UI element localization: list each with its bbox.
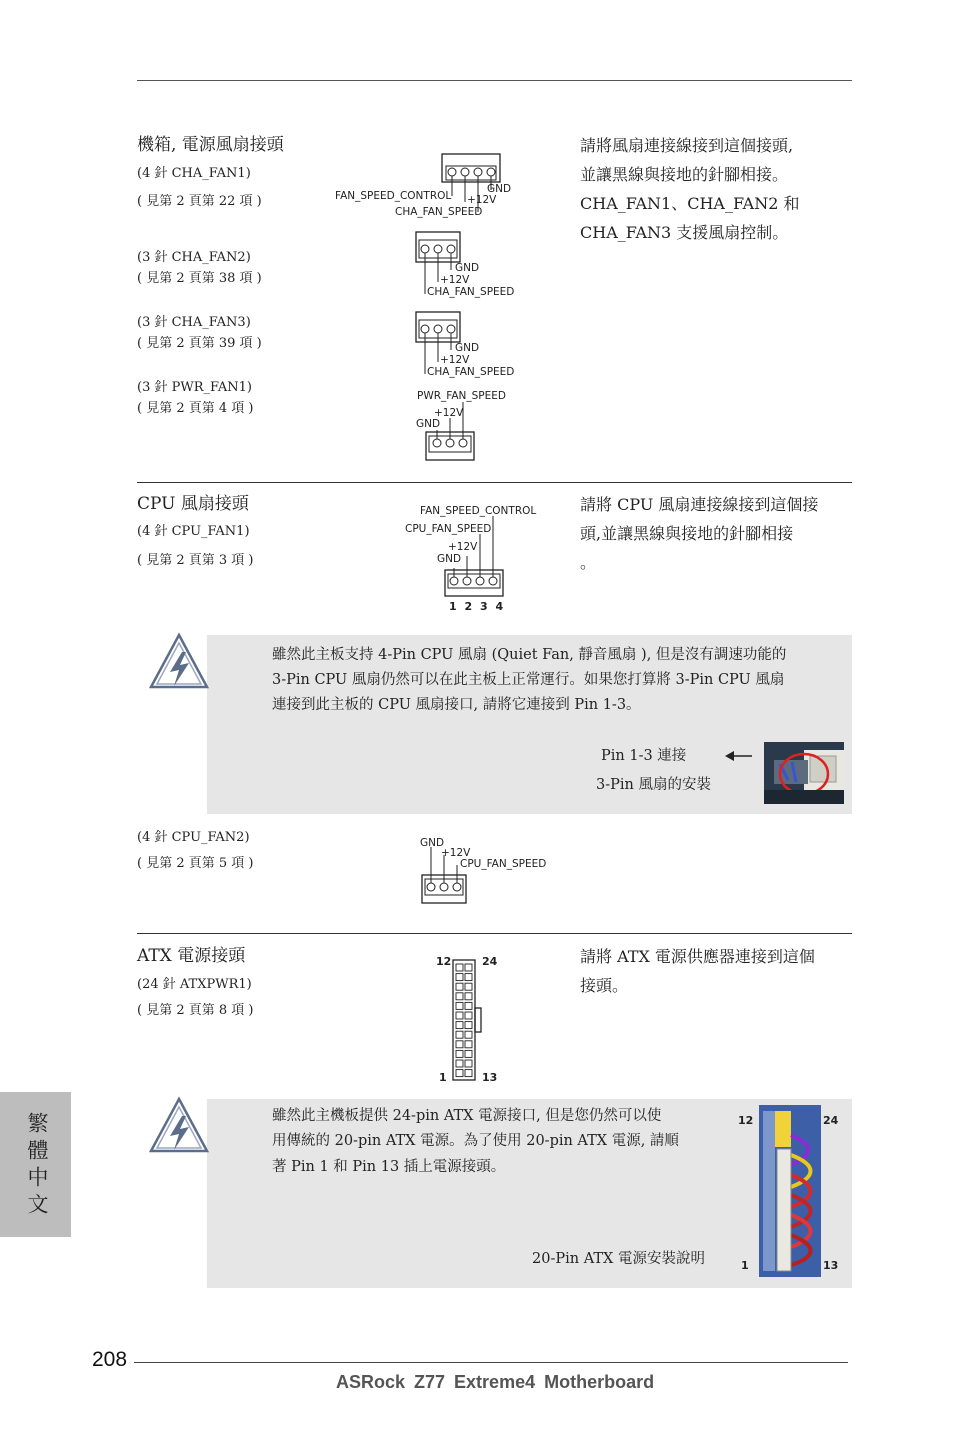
label-12v: +12V — [440, 274, 470, 286]
atx-pin-slot — [456, 983, 463, 990]
pwr-fan1-ref: ( 見第 2 頁第 4 項 ) — [137, 401, 254, 416]
atx-pin-slot — [465, 993, 472, 1000]
note2-line-1: 雖然此主機板提供 24-pin ATX 電源接口, 但是您仍然可以使 — [272, 1108, 662, 1124]
atx-pin-slot — [465, 1050, 472, 1057]
label-pwr-fan-speed: PWR_FAN_SPEED — [417, 390, 506, 402]
pwr-fan1-pins: (3 針 PWR_FAN1) — [137, 380, 253, 395]
atx-pin-24-label: 24 — [482, 955, 498, 968]
cha-desc-1: 請將風扇連接線接到這個接頭, — [580, 136, 794, 155]
label-fan-speed-control: FAN_SPEED_CONTROL — [335, 190, 452, 202]
cha-desc-3: CHA_FAN1、CHA_FAN2 和 — [580, 194, 800, 213]
note1-line-3: 連接到此主板的 CPU 風扇接口, 請將它連接到 Pin 1-3。 — [272, 697, 641, 713]
atx-pin-slot — [465, 964, 472, 971]
label-gnd: GND — [437, 553, 462, 565]
atx-pin-slot — [465, 983, 472, 990]
cha-fan1-ref: ( 見第 2 頁第 22 項 ) — [137, 194, 262, 209]
cpu-desc-1: 請將 CPU 風扇連接線接到這個接 — [580, 495, 819, 514]
atx-pin-slot — [456, 1022, 463, 1029]
cha-desc-2: 並讓黑線與接地的針腳相接。 — [580, 165, 789, 184]
label-cha-fan-speed: CHA_FAN_SPEED — [395, 206, 483, 218]
atx-pin-slot — [465, 1070, 472, 1077]
top-rule — [137, 80, 852, 81]
atx-desc-2: 接頭。 — [580, 976, 629, 995]
warning-icon — [148, 1096, 210, 1154]
cpu-desc-3: 。 — [580, 553, 597, 572]
note2-line-3: 著 Pin 1 和 Pin 13 插上電源接頭。 — [272, 1159, 506, 1175]
cpu-fan1-diagram — [440, 510, 510, 600]
note1-line-1: 雖然此主板支持 4-Pin CPU 風扇 (Quiet Fan, 靜音風扇 ), 但是沒有調速功能的 — [272, 647, 787, 663]
atx-pin-slot — [456, 964, 463, 971]
cpu-fan1-ref: ( 見第 2 頁第 3 項 ) — [137, 553, 254, 568]
atx-photo-pin-13: 13 — [823, 1259, 839, 1272]
cpu-fan2-ref: ( 見第 2 頁第 5 項 ) — [137, 856, 254, 871]
atx-pin-slot — [456, 993, 463, 1000]
atx-pin-slot — [456, 974, 463, 981]
atx-section-title: ATX 電源接頭 — [137, 946, 246, 966]
cpu-pin-numbers: 1 2 3 4 — [449, 600, 506, 613]
footer-rule — [134, 1362, 848, 1363]
label-12v: +12V — [434, 407, 464, 419]
label-12v: +12V — [448, 541, 478, 553]
cha-fan3-ref: ( 見第 2 頁第 39 項 ) — [137, 336, 262, 351]
cpu-fan1-pins: (4 針 CPU_FAN1) — [137, 524, 250, 539]
note1-caption-2: 3-Pin 風扇的安裝 — [596, 777, 711, 793]
warning-icon — [148, 632, 210, 690]
cha-desc-4: CHA_FAN3 支援風扇控制。 — [580, 223, 789, 242]
label-gnd: GND — [487, 183, 512, 195]
cha-fan2-pins: (3 針 CHA_FAN2) — [137, 250, 251, 265]
label-12v: +12V — [441, 847, 471, 859]
cha-fan1-pins: (4 針 CHA_FAN1) — [137, 166, 251, 181]
label-cpu-fan-speed: CPU_FAN_SPEED — [405, 523, 492, 535]
label-fan-speed-control: FAN_SPEED_CONTROL — [420, 505, 537, 517]
arrow-left-icon — [725, 750, 755, 762]
atx-pins: (24 針 ATXPWR1) — [137, 977, 252, 992]
note2-caption: 20-Pin ATX 電源安裝說明 — [532, 1251, 705, 1267]
atx-pin-slot — [465, 1002, 472, 1009]
atx-desc-1: 請將 ATX 電源供應器連接到這個 — [580, 947, 815, 966]
atx-pin-1-label: 1 — [439, 1071, 447, 1084]
language-tab — [0, 1092, 71, 1237]
footer-title: ASRock Z77 Extreme4 Motherboard — [336, 1372, 655, 1392]
atx-pin-slot — [456, 1031, 463, 1038]
label-12v: +12V — [467, 194, 497, 206]
cpu-desc-2: 頭,並讓黑線與接地的針腳相接 — [580, 524, 794, 543]
label-gnd: GND — [420, 837, 445, 849]
atx-pin-12-label: 12 — [436, 955, 452, 968]
divider-cpu — [137, 482, 852, 483]
label-cpu-fan-speed: CPU_FAN_SPEED — [460, 858, 547, 870]
divider-atx — [137, 933, 852, 934]
label-cha-fan-speed: CHA_FAN_SPEED — [427, 286, 515, 298]
atx-pin-slot — [465, 1041, 472, 1048]
pwr-fan1-diagram — [420, 400, 490, 465]
atx-pin-slot — [456, 1012, 463, 1019]
atx-pin-slot — [465, 974, 472, 981]
atx-photo-pin-1: 1 — [741, 1259, 749, 1272]
label-gnd: GND — [416, 418, 441, 430]
page-number: 208 — [92, 1348, 128, 1371]
atx-pin-slot — [465, 1022, 472, 1029]
atx-pin-slot — [456, 1060, 463, 1067]
atx-photo-pin-12: 12 — [738, 1114, 754, 1127]
cpu-fan2-diagram — [418, 845, 473, 907]
atx-pin-slot — [456, 1041, 463, 1048]
atx-pin-slot — [465, 1060, 472, 1067]
language-tab-label: 繁體中文 — [25, 1112, 49, 1220]
atx-pin-slot — [465, 1031, 472, 1038]
cha-section-title: 機箱, 電源風扇接頭 — [137, 135, 284, 155]
label-gnd: GND — [455, 342, 480, 354]
cpu-fan-photo — [764, 742, 844, 804]
label-cha-fan-speed: CHA_FAN_SPEED — [427, 366, 515, 378]
label-gnd: GND — [455, 262, 480, 274]
atx-pin-13-label: 13 — [482, 1071, 498, 1084]
atx-pin-slot — [456, 1070, 463, 1077]
atx-pin-slot — [456, 1050, 463, 1057]
cha-fan2-ref: ( 見第 2 頁第 38 項 ) — [137, 271, 262, 286]
atx-ref: ( 見第 2 頁第 8 項 ) — [137, 1003, 254, 1018]
atx-pin-slot — [465, 1012, 472, 1019]
note1-line-2: 3-Pin CPU 風扇仍然可以在此主板上正常運行。如果您打算將 3-Pin CPU 風扇 — [272, 672, 785, 688]
cpu-section-title: CPU 風扇接頭 — [137, 494, 249, 514]
atx-24pin-diagram — [452, 958, 486, 1082]
label-12v: +12V — [440, 354, 470, 366]
atx-pin-slot — [456, 1002, 463, 1009]
note1-caption-1: Pin 1-3 連接 — [601, 748, 687, 764]
atx-install-photo — [759, 1105, 821, 1277]
cpu-fan2-pins: (4 針 CPU_FAN2) — [137, 830, 250, 845]
note2-line-2: 用傳統的 20-pin ATX 電源。為了使用 20-pin ATX 電源, 請順 — [272, 1133, 679, 1149]
cha-fan3-pins: (3 針 CHA_FAN3) — [137, 315, 251, 330]
atx-photo-pin-24: 24 — [823, 1114, 839, 1127]
